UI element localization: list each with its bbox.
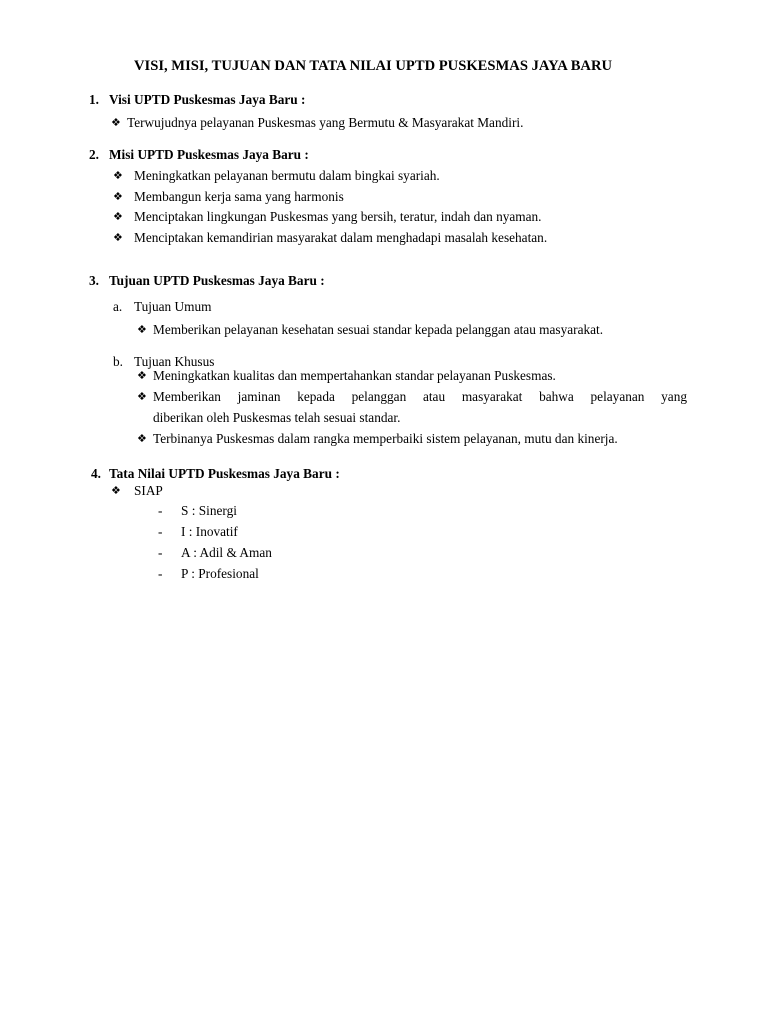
diamond-bullet-icon: ❖ [111, 116, 121, 129]
tujuan-heading: Tujuan UPTD Puskesmas Jaya Baru : [109, 273, 325, 288]
misi-number: 2. [89, 147, 99, 162]
tujuan-number: 3. [89, 273, 99, 288]
value-dash: - [158, 545, 163, 560]
tata-nilai-acronym: SIAP [134, 483, 163, 498]
tujuan-khusus-letter: b. [113, 354, 123, 369]
diamond-bullet-icon: ❖ [137, 390, 147, 403]
diamond-bullet-icon: ❖ [111, 484, 121, 497]
visi-item: Terwujudnya pelayanan Puskesmas yang Bermutu & Masyarakat Mandiri. [127, 115, 524, 130]
visi-number: 1. [89, 92, 99, 107]
tujuan-khusus-item: Meningkatkan kualitas dan mempertahankan standar pelayanan Puskesmas. [153, 368, 556, 383]
diamond-bullet-icon: ❖ [113, 169, 123, 182]
page-title: VISI, MISI, TUJUAN DAN TATA NILAI UPTD PUSKESMAS JAYA BARU [134, 58, 613, 74]
misi-item: Menciptakan kemandirian masyarakat dalam menghadapi masalah kesehatan. [134, 230, 548, 245]
tujuan-umum-label: Tujuan Umum [134, 299, 212, 314]
misi-item: Meningkatkan pelayanan bermutu dalam bingkai syariah. [134, 168, 440, 183]
visi-heading: Visi UPTD Puskesmas Jaya Baru : [109, 92, 306, 107]
tata-nilai-number: 4. [91, 466, 101, 481]
diamond-bullet-icon: ❖ [113, 231, 123, 244]
diamond-bullet-icon: ❖ [113, 190, 123, 203]
misi-heading: Misi UPTD Puskesmas Jaya Baru : [109, 147, 309, 162]
value-dash: - [158, 566, 163, 581]
value-item: P : Profesional [181, 566, 259, 581]
tata-nilai-heading: Tata Nilai UPTD Puskesmas Jaya Baru : [109, 466, 340, 481]
diamond-bullet-icon: ❖ [137, 323, 147, 336]
misi-item: Membangun kerja sama yang harmonis [134, 189, 344, 204]
misi-item: Menciptakan lingkungan Puskesmas yang bersih, teratur, indah dan nyaman. [134, 209, 542, 224]
diamond-bullet-icon: ❖ [137, 369, 147, 382]
diamond-bullet-icon: ❖ [113, 210, 123, 223]
tujuan-khusus-item-continuation: diberikan oleh Puskesmas telah sesuai standar. [153, 410, 401, 425]
value-item: I : Inovatif [181, 524, 238, 539]
value-dash: - [158, 524, 163, 539]
tujuan-umum-letter: a. [113, 299, 123, 314]
diamond-bullet-icon: ❖ [137, 432, 147, 445]
value-item: A : Adil & Aman [181, 545, 272, 560]
value-dash: - [158, 503, 163, 518]
value-item: S : Sinergi [181, 503, 237, 518]
tujuan-umum-item: Memberikan pelayanan kesehatan sesuai standar kepada pelanggan atau masyarakat. [153, 322, 604, 337]
tujuan-khusus-label: Tujuan Khusus [134, 354, 215, 369]
tujuan-khusus-item: Memberikan jaminan kepada pelanggan atau masyarakat bahwa pelayanan yang [153, 389, 687, 404]
tujuan-khusus-item: Terbinanya Puskesmas dalam rangka memperbaiki sistem pelayanan, mutu dan kinerja. [153, 431, 618, 446]
